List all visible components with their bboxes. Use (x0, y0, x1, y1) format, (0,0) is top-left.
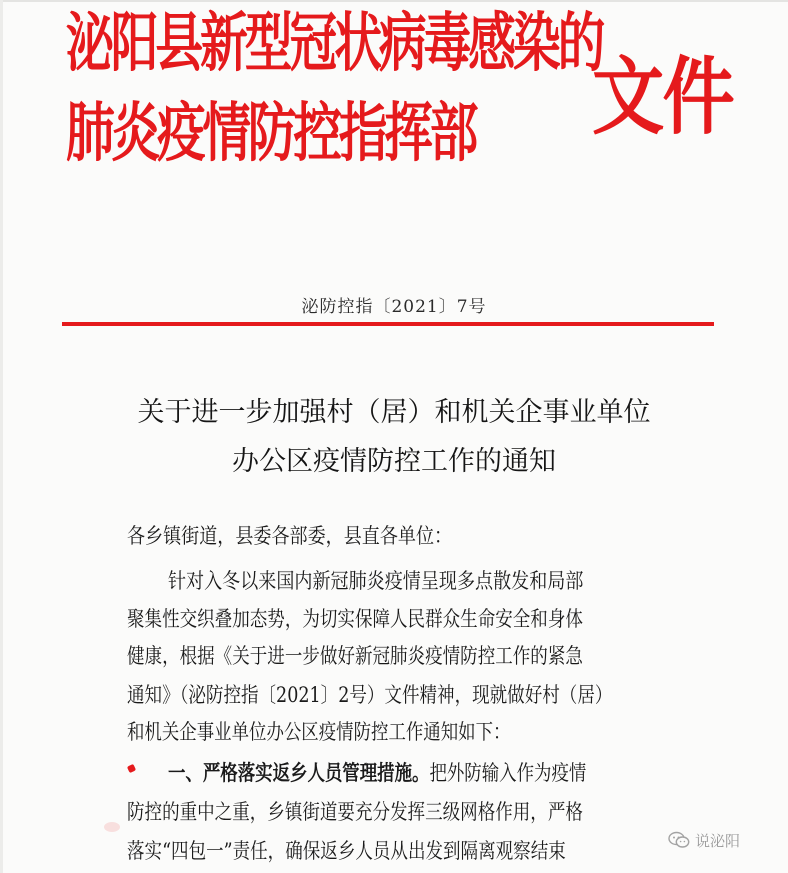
body-line: 落实“四包一”责任，确保返乡人员从出发到隔离观察结束 (127, 839, 566, 863)
red-divider-rule (62, 322, 714, 326)
header-issuer-line-1: 泌阳县新型冠状病毒感染的 (66, 7, 603, 81)
body-line: 针对入冬以来国内新冠肺炎疫情呈现多点散发和局部 (168, 569, 584, 593)
section-1-text: 把外防输入作为疫情 (429, 761, 587, 785)
body-line: 和机关企事业单位办公区疫情防控工作通知如下： (127, 720, 511, 744)
section-1-heading: 一、严格落实返乡人员管理措施。 (168, 760, 430, 785)
notice-title-line-1: 关于进一步加强村（居）和机关企事业单位 (137, 397, 651, 428)
notice-title-line-2: 办公区疫情防控工作的通知 (232, 446, 556, 477)
stamp-smudge (104, 822, 120, 832)
body-line: 聚集性交织叠加态势，为切实保障人民群众生命安全和身体 (127, 607, 583, 631)
red-ink-mark (127, 764, 136, 773)
wechat-icon (668, 831, 690, 849)
watermark-text: 说泌阳 (695, 831, 741, 850)
salutation: 各乡镇街道，县委各部委，县直各单位： (127, 524, 453, 548)
header-issuer-line-2: 肺炎疫情防控指挥部 (66, 97, 476, 171)
body-line: 健康，根据《关于进一步做好新冠肺炎疫情防控工作的紧急 (127, 644, 583, 668)
watermark (668, 828, 740, 852)
document-number: 泌防控指〔2021〕7号 (301, 297, 487, 317)
scan-edge-top (0, 0, 788, 2)
body-line: 防控的重中之重，乡镇街道要充分发挥三级网格作用，严格 (127, 800, 583, 824)
body-line: 通知》（泌防控指〔2021〕2号）文件精神，现就做好村（居） (127, 683, 613, 707)
section-1-first-line (168, 760, 586, 786)
header-wenjian: 文件 (592, 48, 734, 146)
scan-edge-left (0, 0, 3, 873)
